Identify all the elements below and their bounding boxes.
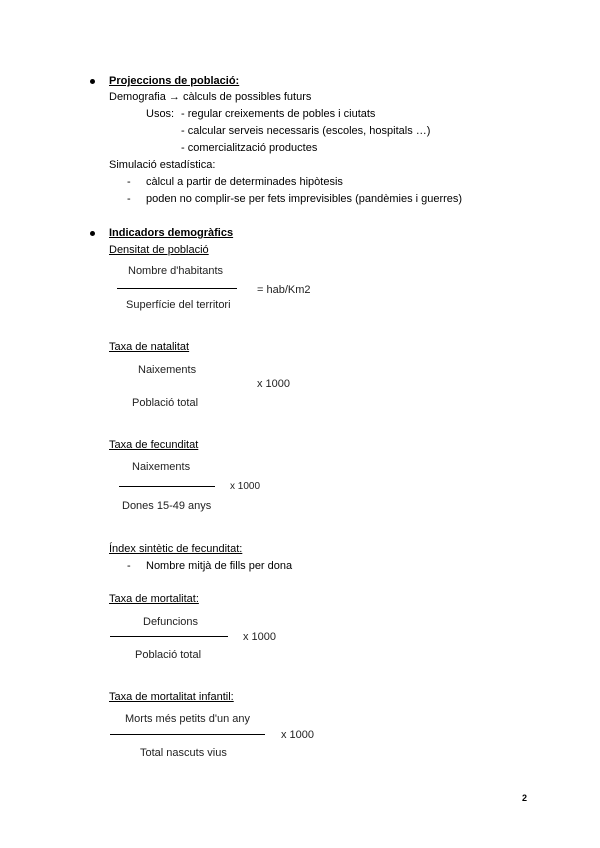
density-numerator: Nombre d'habitants [128,265,224,277]
simulation-item: poden no complir-se per fets imprevisibles (pandèmies i guerres) [146,193,463,205]
demography-label: Demografia [109,91,166,103]
synthetic-index-title: Índex sintètic de fecunditat: [109,543,243,555]
birth-rate-numerator: Naixements [138,364,197,376]
mortality-rate-denominator: Població total [135,649,202,661]
fertility-rate-numerator: Naixements [132,461,191,473]
section-heading-indicators: Indicadors demogràfics [109,227,234,239]
mortality-rate-title: Taxa de mortalitat: [109,593,199,605]
infant-mortality-factor: x 1000 [281,729,315,741]
uses-item: - regular creixements de pobles i ciutats [181,108,376,120]
fraction-line [117,288,237,289]
demography-line [109,91,311,104]
dash-marker: - [127,560,131,572]
arrow-icon: → [168,91,180,103]
uses-label: Usos: [146,108,175,120]
synthetic-index-item: Nombre mitjà de fills per dona [146,560,293,572]
infant-mortality-title: Taxa de mortalitat infantil: [109,691,234,703]
birth-rate-title: Taxa de natalitat [109,341,190,353]
mortality-rate-numerator: Defuncions [143,616,199,628]
fraction-line [110,734,265,735]
density-title: Densitat de població [109,244,209,256]
density-denominator: Superfície del territori [126,299,231,311]
demography-text: càlculs de possibles futurs [182,91,312,103]
birth-rate-denominator: Població total [132,397,199,409]
dash-marker: - [127,176,131,188]
dash-marker: - [127,193,131,205]
fertility-rate-title: Taxa de fecunditat [109,439,199,451]
fertility-rate-factor: x 1000 [230,481,261,492]
bullet-icon [90,79,95,84]
fraction-line [110,636,228,637]
uses-item: - calcular serveis necessaris (escoles, hospitals …) [181,125,431,137]
section-heading-projections: Projeccions de població: [109,75,240,87]
bullet-icon [90,231,95,236]
mortality-rate-factor: x 1000 [243,631,277,643]
uses-item: - comercialització productes [181,142,318,154]
density-result: = hab/Km2 [257,284,311,296]
infant-mortality-denominator: Total nascuts vius [140,747,227,759]
page-number: 2 [522,793,528,803]
fertility-rate-denominator: Dones 15-49 anys [122,500,212,512]
infant-mortality-numerator: Morts més petits d'un any [125,713,250,725]
birth-rate-factor: x 1000 [257,378,291,390]
fraction-line [119,486,215,487]
simulation-label: Simulació estadística: [109,159,216,171]
simulation-item: càlcul a partir de determinades hipòtesis [146,176,343,188]
